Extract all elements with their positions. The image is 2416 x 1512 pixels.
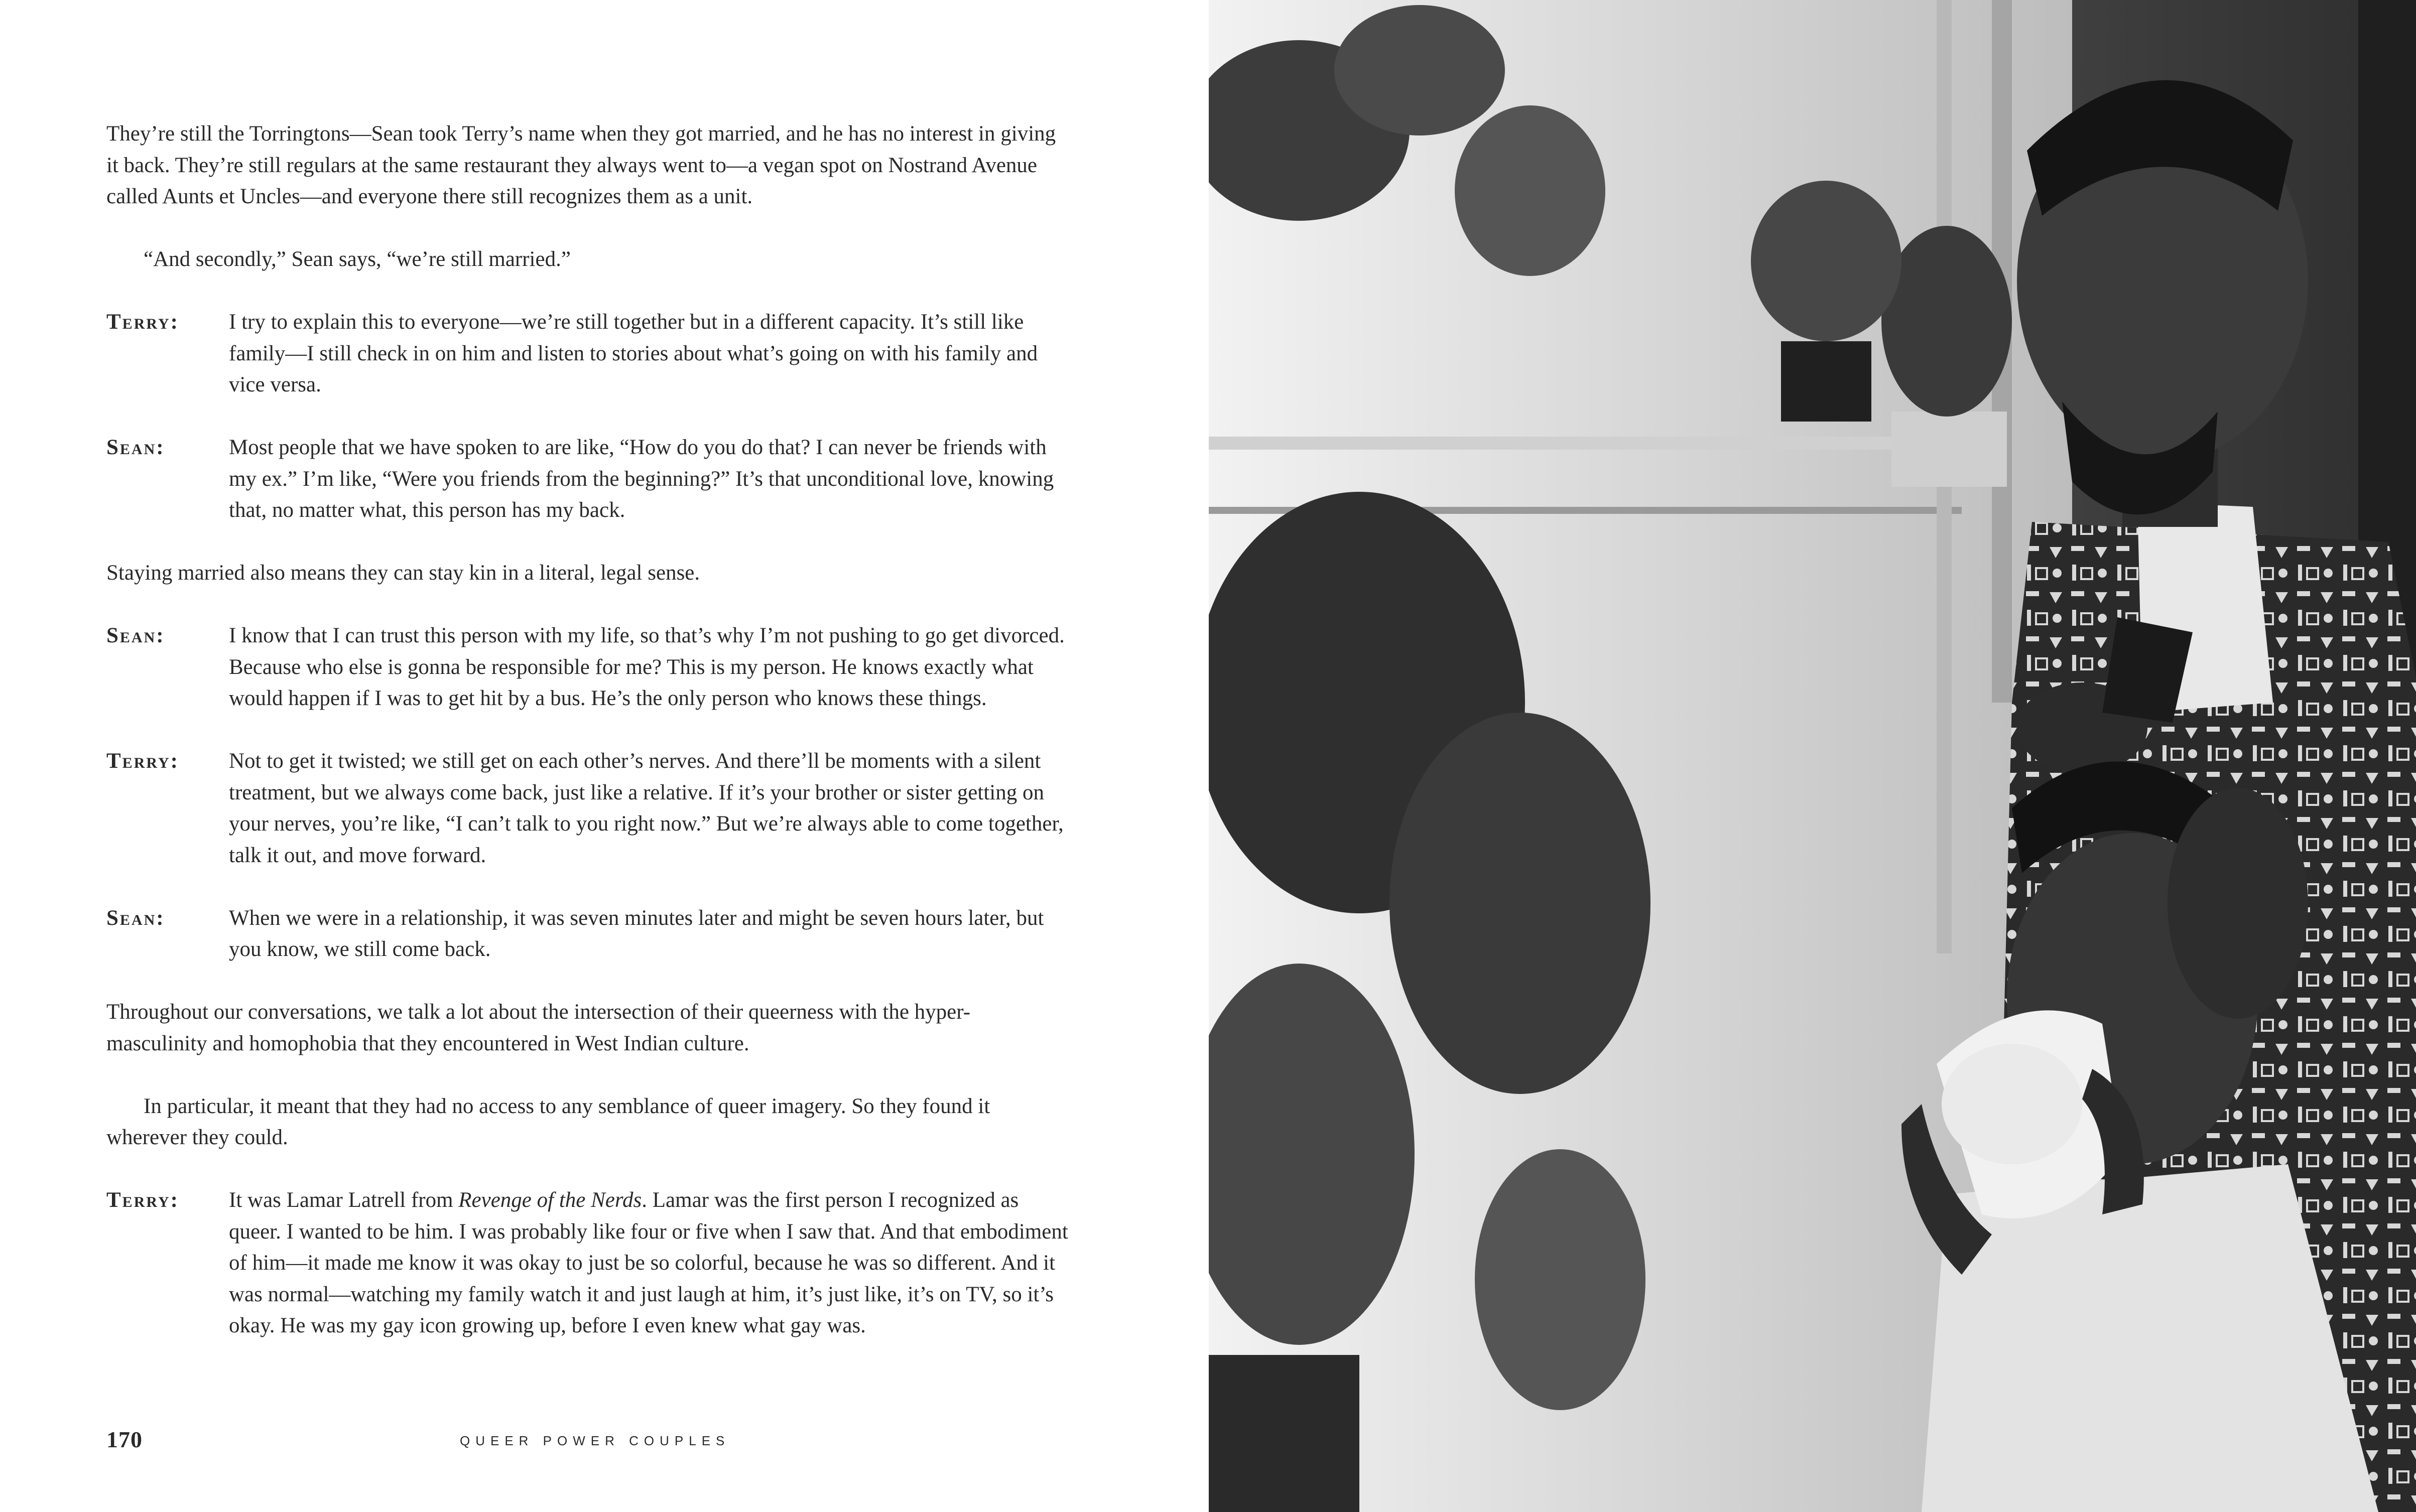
dialogue-block xyxy=(106,307,1070,401)
speaker-label: Sean: xyxy=(106,436,165,459)
paragraph-indented: In particular, it meant that they had no access to any semblance of queer imagery. So they found it wherever they could. xyxy=(106,1094,990,1149)
speaker-label: Sean: xyxy=(106,624,165,647)
speaker-label: Terry: xyxy=(106,310,179,334)
speaker-label: Terry: xyxy=(106,1188,179,1212)
speech-text-after: . Lamar was the first person I recognized as queer. I wanted to be him. I was probably like four or five when I saw that. And that embodiment of him—it made me know it was okay to just be so colorful, because he was so different. And it was normal—watching my family watch it and just laugh at him, it’s just like, it’s on TV, so it’s okay. He was my gay icon growing up, before I even knew what gay was. xyxy=(229,1188,1068,1337)
running-head: QUEER POWER COUPLES xyxy=(460,1433,730,1448)
page-number: 170 xyxy=(106,1427,143,1452)
paragraph: Staying married also means they can stay kin in a literal, legal sense. xyxy=(106,561,700,585)
speech-text: Most people that we have spoken to are like, “How do you do that? I can never be friends with my ex.” I’m like, “Were you friends from the beginning?” It’s that unconditional love, knowing that, no matter what, this person has my back. xyxy=(229,436,1054,522)
speech-text: I know that I can trust this person with my life, so that’s why I’m not pushing to go get divorced. Because who else is gonna be responsible for me? This is my person. He knows exactly what would happen if I was to get hit by a bus. He’s the only person who knows these things. xyxy=(229,624,1065,710)
paragraph-indented: “And secondly,” Sean says, “we’re still married.” xyxy=(144,247,571,271)
dialogue-block xyxy=(106,746,1070,871)
couple-photo xyxy=(1209,0,2416,1512)
film-title: Revenge of the Nerds xyxy=(458,1188,642,1212)
speech-text: When we were in a relationship, it was seven minutes later and might be seven hours later, but you know, we still come back. xyxy=(229,906,1044,961)
speech-text xyxy=(229,1185,1070,1342)
dialogue-block xyxy=(106,620,1070,715)
paragraph: They’re still the Torringtons—Sean took Terry’s name when they got married, and he has no interest in giving it back. They’re still regulars at the same restaurant they always went to—a vegan spot on Nostrand Avenue called Aunts et Uncles—and everyone there still recognizes them as a unit. xyxy=(106,122,1056,208)
paragraph: Throughout our conversations, we talk a lot about the intersection of their queerness with the hyper-masculinity and homophobia that they encountered in West Indian culture. xyxy=(106,1000,971,1055)
dialogue-block xyxy=(106,1185,1070,1342)
photo-page xyxy=(1209,0,2416,1512)
dialogue-block xyxy=(106,903,1070,966)
speaker-label: Sean: xyxy=(106,906,165,930)
speech-text-before: It was Lamar Latrell from xyxy=(229,1188,459,1212)
dialogue-block xyxy=(106,432,1070,526)
speaker-label: Terry: xyxy=(106,749,179,773)
page-body xyxy=(106,118,1070,1373)
speech-text: I try to explain this to everyone—we’re still together but in a different capacity. It’s still like family—I still check in on him and listen to stories about what’s going on with his family and vice versa. xyxy=(229,310,1038,396)
speech-text: Not to get it twisted; we still get on each other’s nerves. And there’ll be moments with a silent treatment, but we always come back, just like a relative. If it’s your brother or sister getting on your nerves, you’re like, “I can’t talk to you right now.” But we’re always able to come together, talk it out, and move forward. xyxy=(229,749,1064,867)
